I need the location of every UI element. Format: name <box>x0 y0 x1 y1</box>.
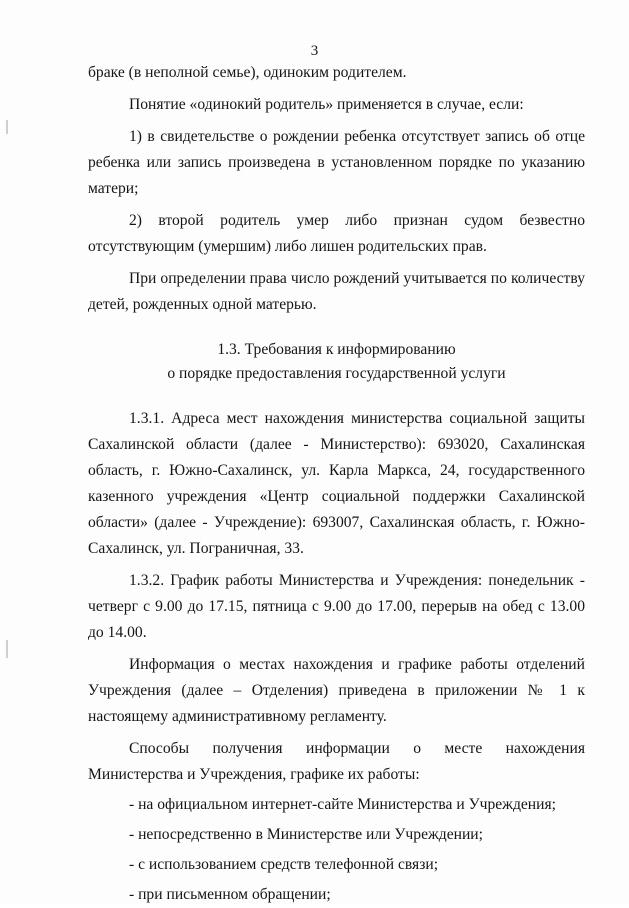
list-item: - с использованием средств телефонной связи; <box>129 856 439 873</box>
section-heading-line1: 1.3. Требования к информированию <box>217 341 456 358</box>
paragraph: 2) второй родитель умер либо признан судом безвестно отсутствующим (умершим) либо лишен родительских прав. <box>88 212 585 255</box>
scan-artifact <box>6 640 8 658</box>
scan-artifact <box>6 120 8 134</box>
paragraph: При определении права число рождений учитывается по количеству детей, рожденных одной матерью. <box>88 270 585 313</box>
list-item: - непосредственно в Министерстве или Учреждении; <box>129 826 483 843</box>
document-body <box>88 60 585 908</box>
page-number: 3 <box>310 43 319 59</box>
paragraph: 1.3.2. График работы Министерства и Учреждения: понедельник - четверг с 9.00 до 17.15, пятница с 9.00 до 17.00, перерыв на обед с 13.00 до 14.00. <box>88 572 585 641</box>
paragraph: 1.3.1. Адреса мест нахождения министерства социальной защиты Сахалинской области (далее - Министерство): 693020, Сахалинская область, г. Южно-Сахалинск, ул. Карла Маркса, 24, государственного казенного учреждения «Центр социальной поддержки Сахалинской области» (далее - Учреждение): 693007, Сахалинская область, г. Южно-Сахалинск, ул. Пограничная, 33. <box>88 410 585 557</box>
list-item: - при письменном обращении; <box>129 886 331 903</box>
paragraph: Способы получения информации о месте нахождения Министерства и Учреждения, графике их работы: <box>88 740 585 783</box>
spacer <box>88 318 585 338</box>
paragraph: Информация о местах нахождения и графике работы отделений Учреждения (далее – Отделения) приведена в приложении № 1 к настоящему административному регламенту. <box>88 656 585 725</box>
section-heading-line2: о порядке предоставления государственной услуги <box>167 365 506 382</box>
section-heading <box>88 338 585 386</box>
spacer <box>88 386 585 406</box>
list-item: - на официальном интернет-сайте Министерства и Учреждения; <box>129 796 557 813</box>
paragraph: 1) в свидетельстве о рождении ребенка отсутствует запись об отце ребенка или запись произведена в установленном порядке по указанию матери; <box>88 128 585 197</box>
paragraph-continuation: браке (в неполной семье), одиноким родителем. <box>88 64 407 81</box>
paragraph: Понятие «одинокий родитель» применяется в случае, если: <box>129 96 524 113</box>
